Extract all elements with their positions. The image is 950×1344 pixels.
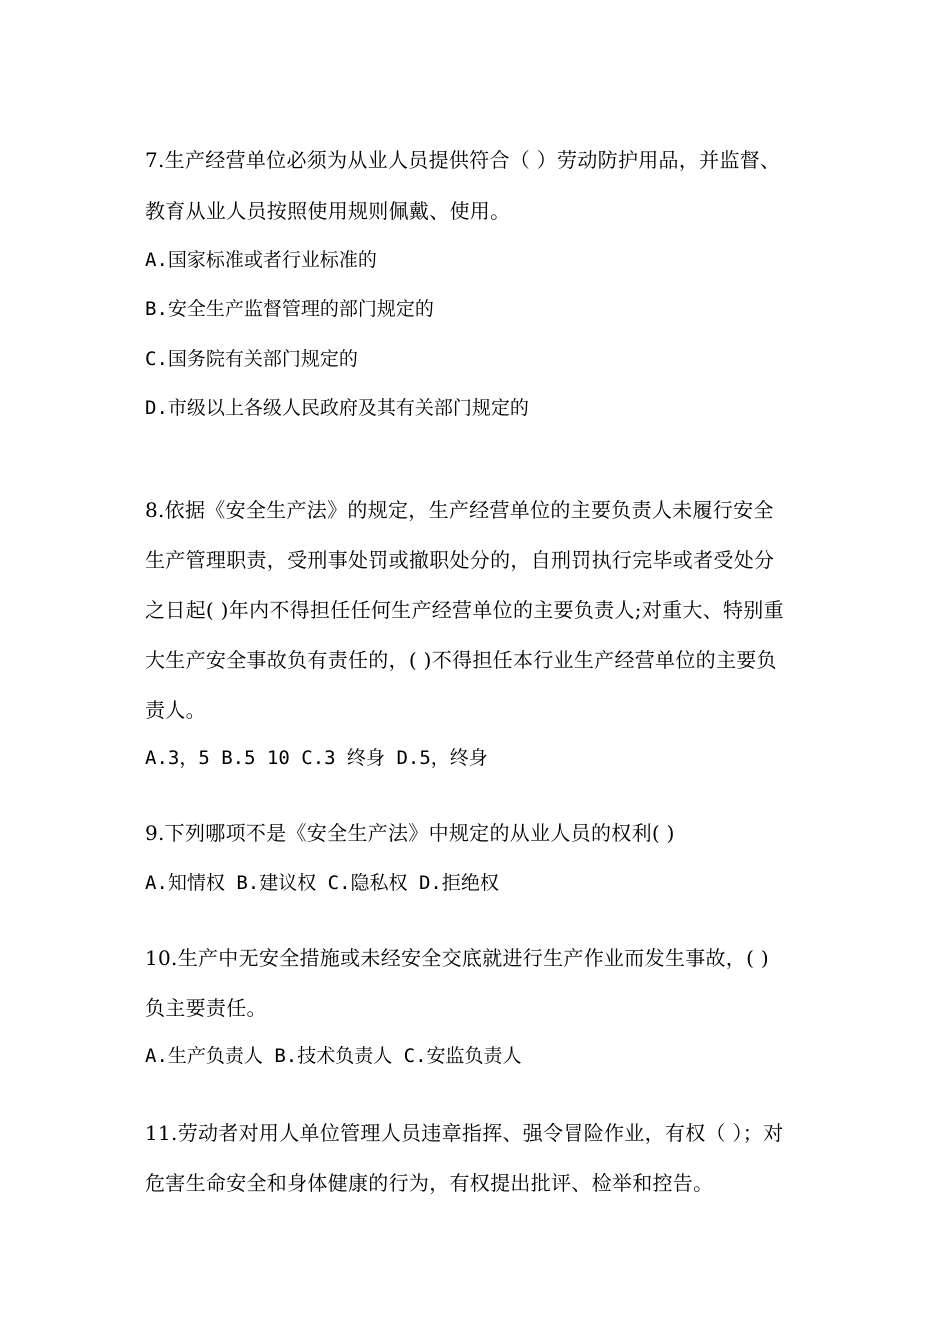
question-7-line-1: 7.生产经营单位必须为从业人员提供符合（ ）劳动防护用品，并监督、 xyxy=(145,148,781,172)
question-8-line-4: 大生产安全事故负有责任的，( )不得担任本行业生产经营单位的主要负 xyxy=(145,648,777,672)
question-10-line-2: 负主要责任。 xyxy=(145,996,267,1020)
question-7-option-d: D.市级以上各级人民政府及其有关部门规定的 xyxy=(145,397,529,419)
question-11-line-2: 危害生命安全和身体健康的行为，有权提出批评、检举和控告。 xyxy=(145,1171,714,1195)
question-10-options: A.生产负责人 B.技术负责人 C.安监负责人 xyxy=(145,1045,522,1067)
question-8-line-3: 之日起( )年内不得担任任何生产经营单位的主要负责人;对重大、特别重 xyxy=(145,598,784,622)
question-7-option-b: B.安全生产监督管理的部门规定的 xyxy=(145,298,434,320)
question-9-options: A.知情权 B.建议权 C.隐私权 D.拒绝权 xyxy=(145,872,499,894)
question-10-line-1: 10.生产中无安全措施或未经安全交底就进行生产作业而发生事故，( ) xyxy=(145,946,769,970)
question-8-line-5: 责人。 xyxy=(145,698,206,722)
question-7-option-c: C.国务院有关部门规定的 xyxy=(145,348,358,370)
question-8-line-1: 8.依据《安全生产法》的规定，生产经营单位的主要负责人未履行安全 xyxy=(145,498,774,522)
question-7-line-2: 教育从业人员按照使用规则佩戴、使用。 xyxy=(145,199,511,223)
question-8-line-2: 生产管理职责，受刑事处罚或撤职处分的，自刑罚执行完毕或者受处分 xyxy=(145,548,775,572)
question-7-option-a: A.国家标准或者行业标准的 xyxy=(145,249,377,271)
question-11-line-1: 11.劳动者对用人单位管理人员违章指挥、强令冒险作业，有权（ ）；对 xyxy=(145,1121,784,1145)
question-9-line-1: 9.下列哪项不是《安全生产法》中规定的从业人员的权利( ) xyxy=(145,821,675,845)
question-8-options: A.3，5 B.5 10 C.3 终身 D.5，终身 xyxy=(145,747,488,769)
